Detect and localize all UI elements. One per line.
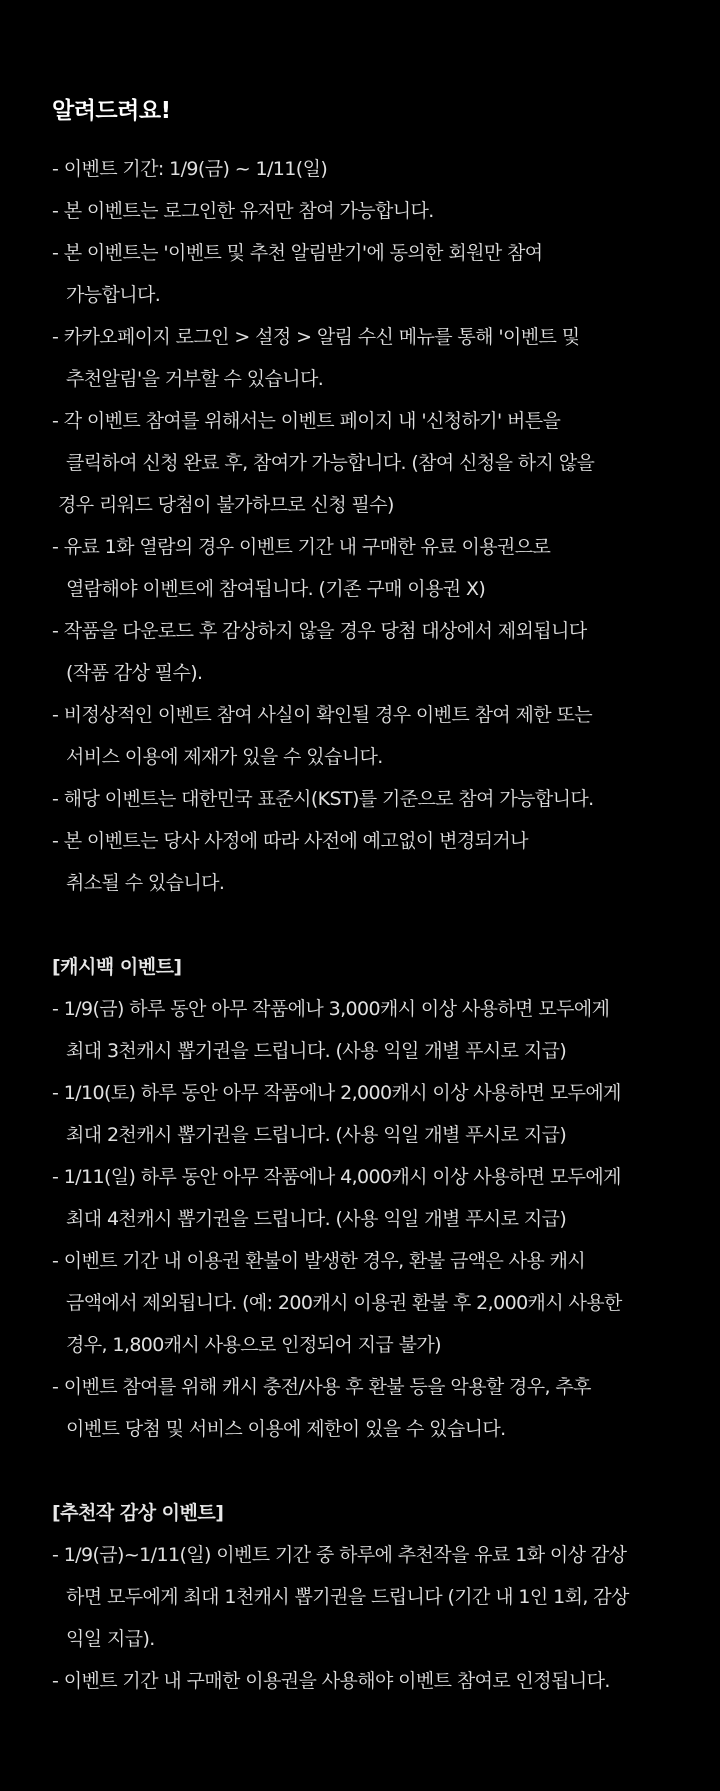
list-item-continuation: 가능합니다. bbox=[66, 284, 161, 306]
notice-list bbox=[52, 148, 720, 904]
list-item bbox=[52, 1534, 720, 1660]
list-item-continuation: 이벤트 당첨 및 서비스 이용에 제한이 있을 수 있습니다. bbox=[66, 1418, 506, 1440]
list-item bbox=[52, 778, 720, 820]
list-item-line: - 비정상적인 이벤트 참여 사실이 확인될 경우 이벤트 참여 제한 또는 bbox=[52, 704, 593, 726]
list-item bbox=[52, 190, 720, 232]
list-item-line: - 해당 이벤트는 대한민국 표준시(KST)를 기준으로 참여 가능합니다. bbox=[52, 788, 594, 810]
list-item bbox=[52, 400, 720, 526]
list-item-line: - 유료 1화 열람의 경우 이벤트 기간 내 구매한 유료 이용권으로 bbox=[52, 536, 551, 558]
list-item-line: - 본 이벤트는 로그인한 유저만 참여 가능합니다. bbox=[52, 200, 434, 222]
list-item-line: - 1/9(금) 하루 동안 아무 작품에나 3,000캐시 이상 사용하면 모두에게 bbox=[52, 998, 610, 1020]
list-item-line: - 작품을 다운로드 후 감상하지 않을 경우 당첨 대상에서 제외됩니다 bbox=[52, 620, 587, 642]
list-item-continuation: 경우 리워드 당첨이 불가하므로 신청 필수) bbox=[58, 494, 394, 516]
list-item-continuation: 최대 3천캐시 뽑기권을 드립니다. (사용 익일 개별 푸시로 지급) bbox=[66, 1040, 567, 1062]
list-item-line: - 카카오페이지 로그인 > 설정 > 알림 수신 메뉴를 통해 '이벤트 및 bbox=[52, 326, 580, 348]
recommend-list bbox=[52, 1534, 720, 1702]
list-item bbox=[52, 1156, 720, 1240]
cashback-heading: [캐시백 이벤트] bbox=[52, 956, 182, 978]
list-item-line: - 이벤트 참여를 위해 캐시 충전/사용 후 환불 등을 악용할 경우, 추후 bbox=[52, 1376, 591, 1398]
list-item bbox=[52, 1072, 720, 1156]
list-item-continuation: 하면 모두에게 최대 1천캐시 뽑기권을 드립니다 (기간 내 1인 1회, 감상 bbox=[66, 1586, 629, 1608]
list-item-continuation: 금액에서 제외됩니다. (예: 200캐시 이용권 환불 후 2,000캐시 사용한 bbox=[66, 1292, 622, 1314]
list-item-continuation: 취소될 수 있습니다. bbox=[66, 872, 225, 894]
list-item-line: - 본 이벤트는 당사 사정에 따라 사전에 예고없이 변경되거나 bbox=[52, 830, 528, 852]
list-item-line: - 이벤트 기간 내 이용권 환불이 발생한 경우, 환불 금액은 사용 캐시 bbox=[52, 1250, 586, 1272]
list-item-line: - 본 이벤트는 '이벤트 및 추천 알림받기'에 동의한 회원만 참여 bbox=[52, 242, 543, 264]
list-item bbox=[52, 1660, 720, 1702]
notice-title: 알려드려요! bbox=[52, 98, 171, 124]
list-item bbox=[52, 988, 720, 1072]
list-item bbox=[52, 526, 720, 610]
list-item bbox=[52, 316, 720, 400]
list-item bbox=[52, 694, 720, 778]
list-item-continuation: 최대 2천캐시 뽑기권을 드립니다. (사용 익일 개별 푸시로 지급) bbox=[66, 1124, 567, 1146]
cashback-list bbox=[52, 988, 720, 1450]
list-item bbox=[52, 148, 720, 190]
list-item-line: - 1/11(일) 하루 동안 아무 작품에나 4,000캐시 이상 사용하면 모두에게 bbox=[52, 1166, 621, 1188]
list-item-line: - 1/10(토) 하루 동안 아무 작품에나 2,000캐시 이상 사용하면 모두에게 bbox=[52, 1082, 621, 1104]
list-item-continuation: (작품 감상 필수). bbox=[66, 662, 203, 684]
list-item-line: - 1/9(금)~1/11(일) 이벤트 기간 중 하루에 추천작을 유료 1화 이상 감상 bbox=[52, 1544, 627, 1566]
list-item bbox=[52, 1366, 720, 1450]
list-item-continuation: 클릭하여 신청 완료 후, 참여가 가능합니다. (참여 신청을 하지 않을 bbox=[66, 452, 595, 474]
list-item-continuation: 경우, 1,800캐시 사용으로 인정되어 지급 불가) bbox=[66, 1334, 441, 1356]
list-item-continuation: 최대 4천캐시 뽑기권을 드립니다. (사용 익일 개별 푸시로 지급) bbox=[66, 1208, 567, 1230]
list-item-line: - 각 이벤트 참여를 위해서는 이벤트 페이지 내 '신청하기' 버튼을 bbox=[52, 410, 561, 432]
list-item-line: - 이벤트 기간 내 구매한 이용권을 사용해야 이벤트 참여로 인정됩니다. bbox=[52, 1670, 610, 1692]
list-item-continuation: 추천알림'을 거부할 수 있습니다. bbox=[66, 368, 324, 390]
list-item-continuation: 서비스 이용에 제재가 있을 수 있습니다. bbox=[66, 746, 383, 768]
list-item bbox=[52, 610, 720, 694]
list-item bbox=[52, 1240, 720, 1366]
list-item bbox=[52, 820, 720, 904]
list-item bbox=[52, 232, 720, 316]
recommend-heading: [추천작 감상 이벤트] bbox=[52, 1502, 224, 1524]
list-item-line: - 이벤트 기간: 1/9(금) ~ 1/11(일) bbox=[52, 158, 328, 180]
list-item-continuation: 익일 지급). bbox=[66, 1628, 155, 1650]
list-item-continuation: 열람해야 이벤트에 참여됩니다. (기존 구매 이용권 X) bbox=[66, 578, 486, 600]
